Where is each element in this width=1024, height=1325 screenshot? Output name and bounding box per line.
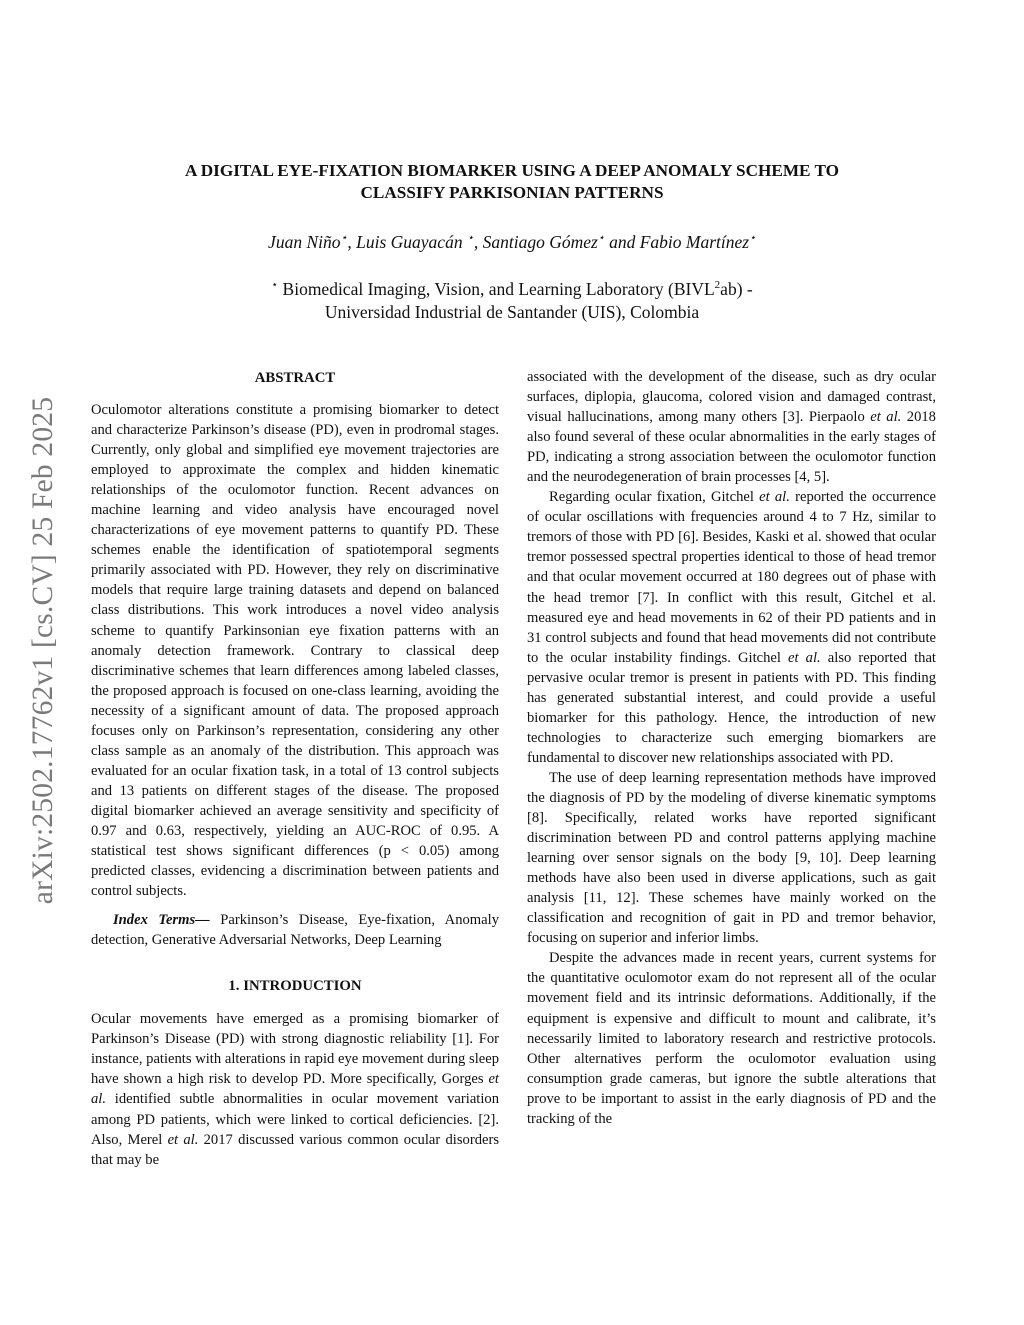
author-separator: , — [347, 232, 357, 252]
author-separator: , — [473, 232, 483, 252]
text-run: reported the occurrence of ocular oscillations with frequencies around 4 to 7 Hz, similar to tremors of those with PD [6]. Besides, Kaski et al. showed that ocular tremor possessed spectral properties identical to those of head tremor and that ocular movement occurred at 180 degrees out of phase with the head tremor [7]. In conflict with this result, Gitchel et al. measured eye and head movements in 62 of their PD patients and in 31 control subjects and found that head movements did not contribute to the ocular instability findings. Gitchel — [527, 489, 936, 666]
abstract-text: Oculomotor alterations constitute a promising biomarker to detect and characterize Parkinson’s disease (PD), even in prodromal stages. Currently, only global and simplified eye movement trajectories are employed to approximate the complex and hidden kinematic relationships of the oculomotor function. Recent advances on machine learning and video analysis have encouraged novel characterizations of eye movement patterns to quantify PD. These schemes enable the identification of spatiotemporal segments primarily associated with PD. However, they rely on discriminative models that require large training datasets and depend on balanced class distributions. This work introduces a novel video analysis scheme to quantify Parkinsonian eye fixation patterns with an anomaly detection framework. Contrary to classical deep discriminative schemes that learn differences among labeled classes, the proposed approach is focused on one-class learning, avoiding the necessity of a significant amount of data. The proposed approach focuses only on Parkinson’s representation, considering any other class sample as an anomaly of the distribution. This approach was evaluated for an ocular fixation task, in a total of 13 control subjects and 13 patients on different stages of the disease. The proposed digital biomarker achieved an average sensitivity and specificity of 0.97 and 0.63, respectively, yielding an AUC-ROC of 0.95. A statistical test shows significant differences (p < 0.05) among predicted classes, evidencing a discrimination between patients and control subjects. — [91, 402, 499, 900]
right-column — [527, 367, 936, 1129]
text-run: identified subtle abnormalities in ocular movement variation among PD patients, which were linked to cortical deficiencies. [2]. Also, Merel — [91, 1091, 499, 1148]
body-paragraph — [527, 367, 936, 487]
body-paragraph — [527, 487, 936, 768]
author-list — [100, 231, 924, 253]
introduction-heading: 1. INTRODUCTION — [228, 978, 362, 995]
text-run: Ocular movements have emerged as a promising biomarker of Parkinson’s Disease (PD) with strong diagnostic reliability [1]. For instance, patients with alterations in rapid eye movement during sleep have shown a high risk to develop PD. More specifically, Gorges — [91, 1011, 499, 1088]
text-run-italic: et al. — [870, 409, 902, 426]
index-terms — [91, 910, 499, 950]
arxiv-identifier — [24, 352, 64, 948]
body-paragraph: The use of deep learning representation methods have improved the diagnosis of PD by the modeling of diverse kinematic symptoms [8]. Specifically, related works have reported significant discrimination between PD and control patterns applying machine learning over sensor signals on the body [9, 10]. Deep learning methods have also been used in diverse applications, such as gait analysis [11, 12]. These schemes have mainly worked on the classification and recognition of gait in PD and tremor behavior, focusing on superior and inferior limbs. — [527, 769, 936, 947]
author-name: Santiago Gómez — [482, 232, 598, 252]
affiliation — [100, 278, 924, 324]
author-name: Fabio Martínez — [639, 232, 750, 252]
author-mark: ⋆ — [340, 232, 348, 245]
paper-title — [100, 160, 924, 204]
author-name: Luis Guayacán — [356, 232, 467, 252]
author-separator: and — [604, 232, 640, 252]
left-column — [91, 367, 499, 1170]
author-mark: ⋆ — [466, 232, 474, 245]
author-mark: ⋆ — [749, 232, 756, 245]
introduction-paragraph — [91, 1009, 499, 1169]
text-run-italic: et al. — [91, 1071, 499, 1108]
affiliation-superscript: 2 — [714, 279, 721, 292]
text-run-italic: et al. — [788, 649, 821, 666]
affiliation-lab: Biomedical Imaging, Vision, and Learning Laboratory (BIVL — [278, 279, 715, 299]
affiliation-lab-suffix: ab) - — [720, 279, 753, 299]
text-run: also reported that pervasive ocular tremor is present in patients with PD. This finding has generated substantial interest, and could provide a useful biomarker for this pathology. Hence, the introduction of new technologies to characterize such emerging biomarkers are fundamental to discover new relationships associated with PD. — [527, 649, 936, 766]
title-line-2: CLASSIFY PARKISONIAN PATTERNS — [360, 183, 664, 202]
author-mark: ⋆ — [597, 232, 605, 245]
text-run: Regarding ocular fixation, Gitchel — [549, 489, 760, 506]
affiliation-line-2: Universidad Industrial de Santander (UIS), Colombia — [324, 302, 700, 322]
body-paragraph: Despite the advances made in recent years, current systems for the quantitative oculomotor exam do not represent all of the ocular movement field and its intrinsic deformations. Additionally, if the equipment is expensive and difficult to mount and calibrate, it’s necessarily limited to laboratory research and restrictive protocols. Other alternatives perform the oculomotor evaluation using consumption grade cameras, but ignore the subtle alterations that prove to be important to assist in the early diagnosis of PD and the tracking of the — [527, 950, 936, 1127]
affiliation-mark: ⋆ — [271, 279, 279, 292]
text-run-italic: et al. — [167, 1131, 199, 1148]
arxiv-identifier-text: arXiv:2502.17762v1 [cs.CV] 25 Feb 2025 — [27, 396, 60, 904]
title-line-1: A DIGITAL EYE-FIXATION BIOMARKER USING A DEEP ANOMALY SCHEME TO — [184, 161, 840, 180]
affiliation-line-1 — [100, 278, 924, 301]
text-run: associated with the development of the disease, such as dry ocular surfaces, diplopia, glaucoma, colored vision and damaged contrast, visual hallucinations, among many others [3]. Pierpaolo — [527, 369, 936, 426]
text-run: 2018 also found several of these ocular abnormalities in the early stages of PD, indicating a strong association between the oculomotor function and the neurodegeneration of brain processes [4, 5]. — [527, 409, 936, 486]
text-run-italic: et al. — [759, 489, 790, 506]
index-terms-text: Parkinson’s Disease, Eye-fixation, Anomaly detection, Generative Adversarial Networks, Deep Learning — [91, 912, 499, 949]
index-terms-label: Index Terms— — [113, 912, 210, 929]
text-run: 2017 discussed various common ocular disorders that may be — [91, 1131, 500, 1168]
author-name: Juan Niño — [268, 232, 341, 252]
abstract-heading: ABSTRACT — [254, 370, 336, 386]
